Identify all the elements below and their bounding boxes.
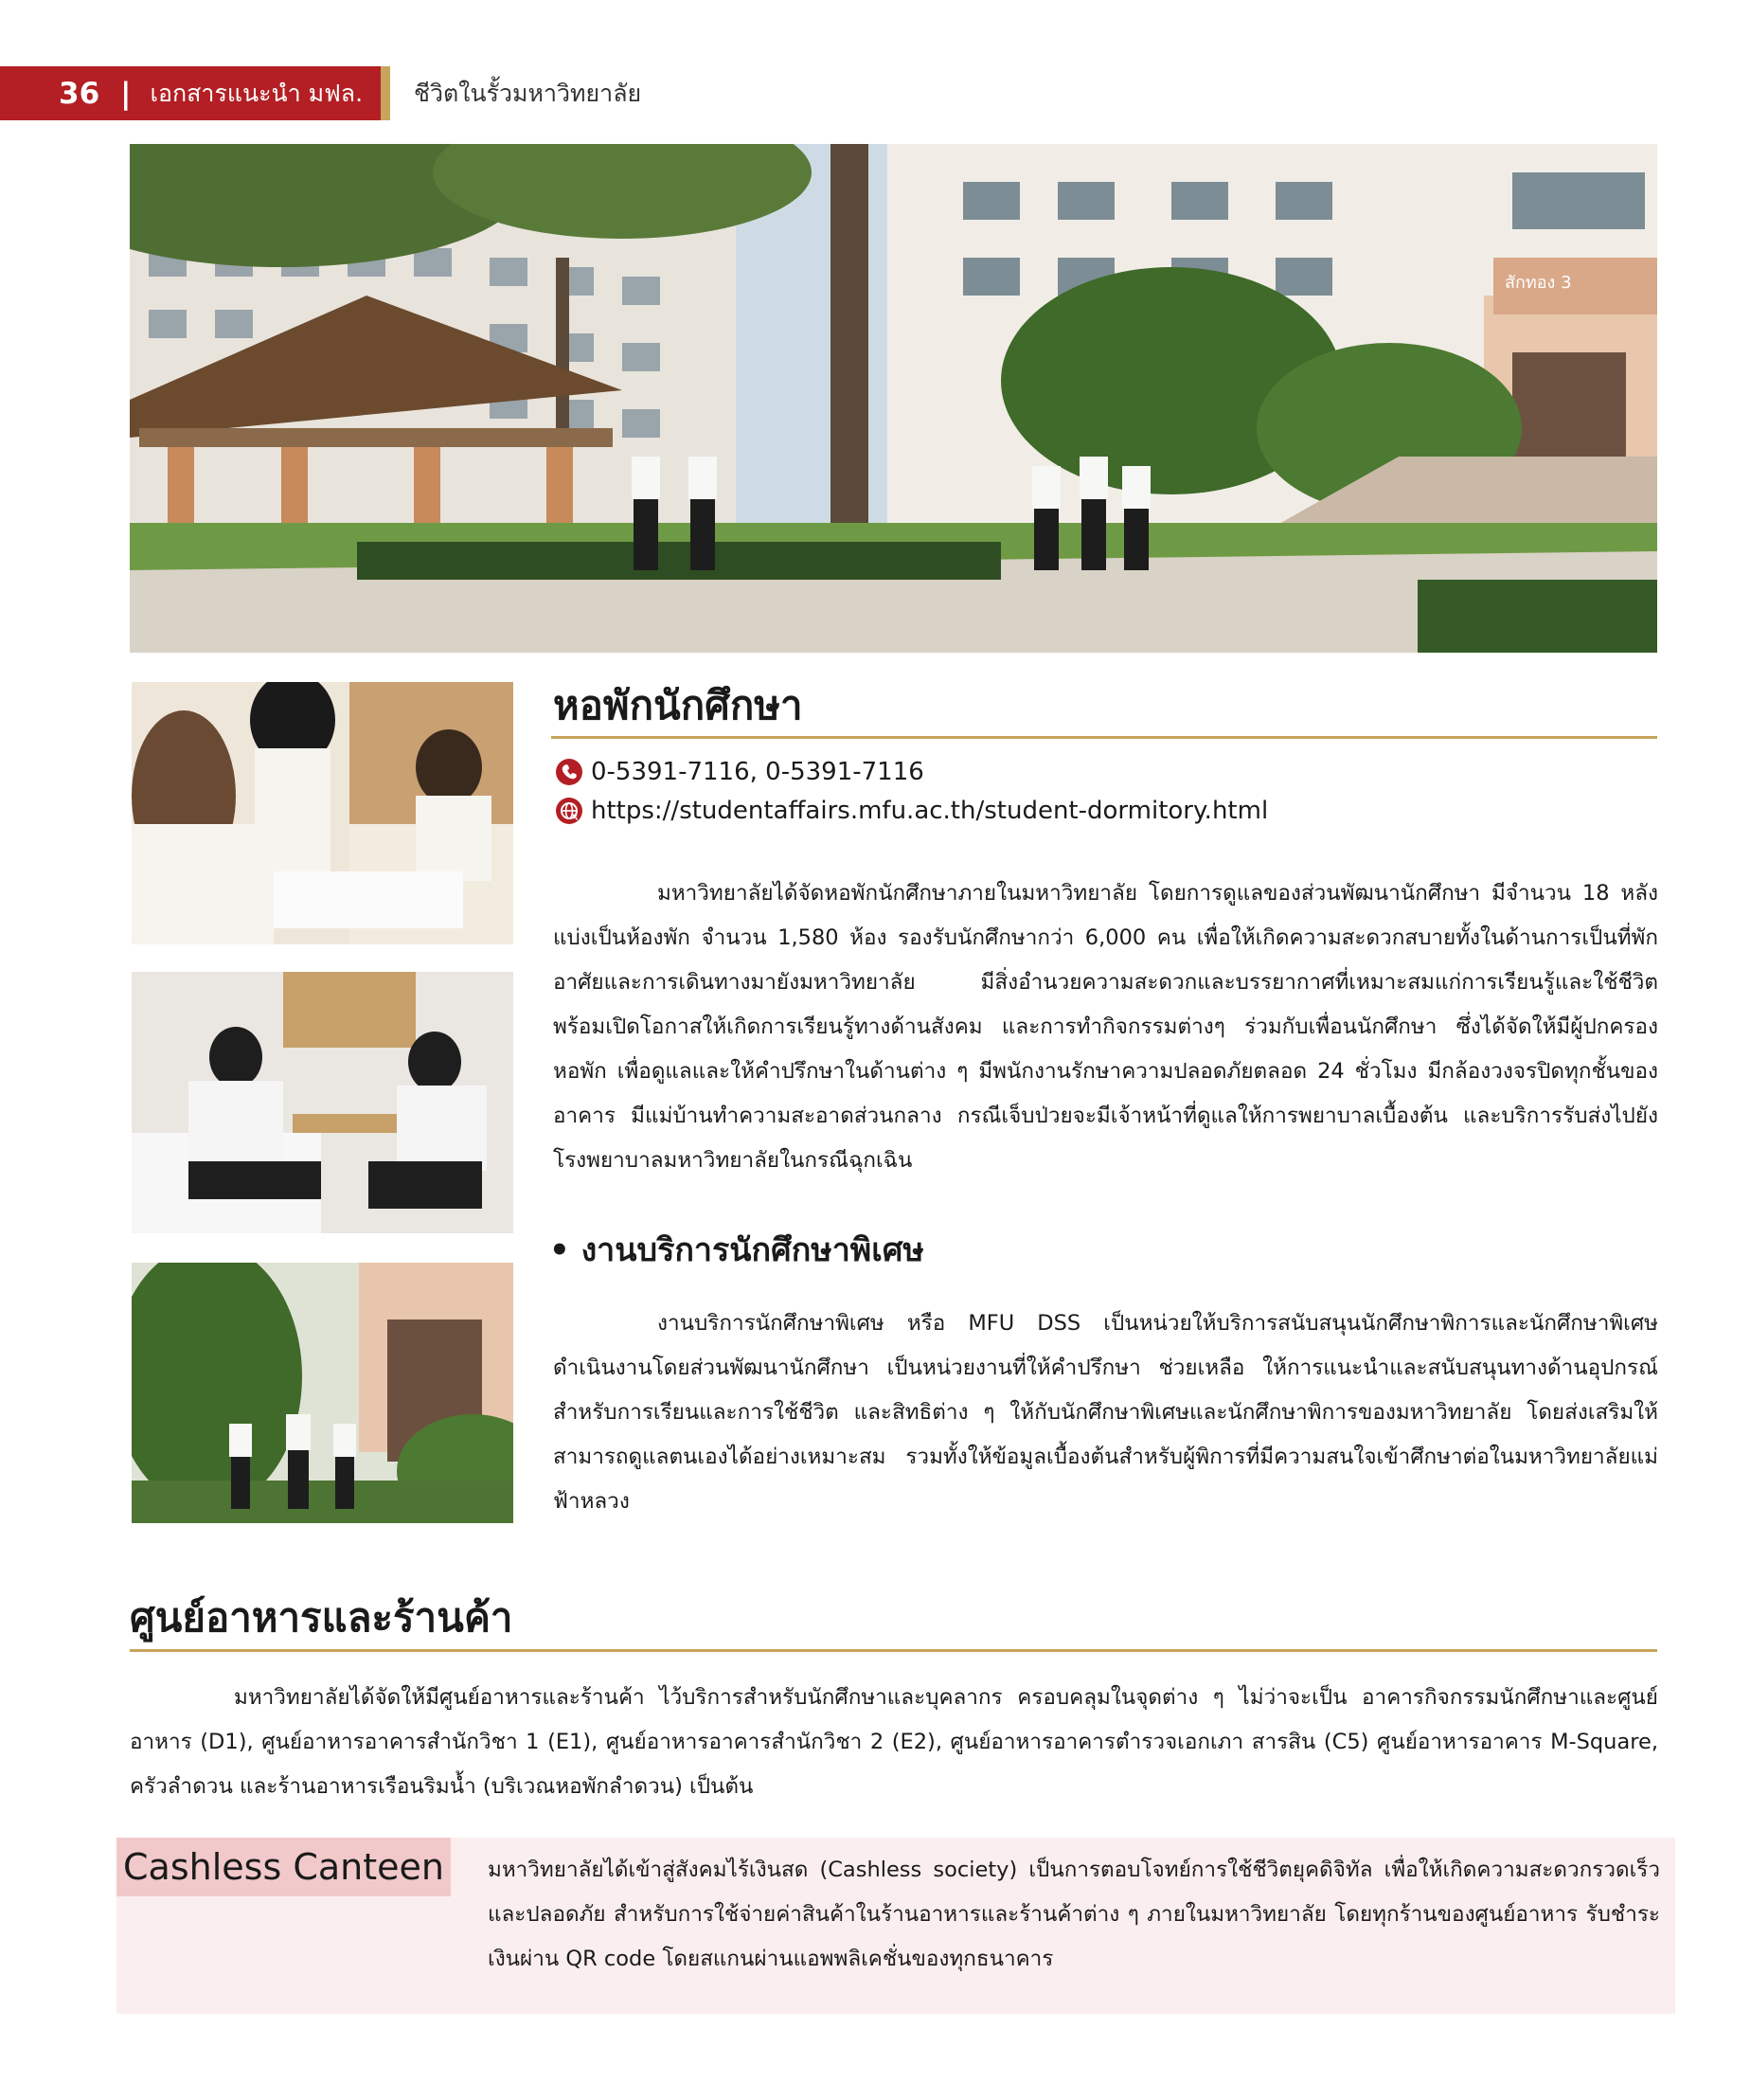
food-heading-rule xyxy=(130,1649,1657,1652)
website-row xyxy=(555,797,1268,825)
food-paragraph: มหาวิทยาลัยได้จัดให้มีศูนย์อาหารและร้านค้า ไว้บริการสำหรับนักศึกษาและบุคลากร ครอบคลุมในจุดต่าง ๆ ไม่ว่าจะเป็น อาคารกิจกรรมนักศึกษาและศูนย์อาหาร (D1), ศูนย์อาหารอาคารสำนักวิชา 1 (E1), ศูนย์อาหารอาคารสำนักวิชา 2 (E2), ศูนย์อาหารอาคารตำรวจเอกเภา สารสิน (C5) ศูนย์อาหารอาคาร M-Square, ครัวลำดวน และร้านอาหารเรือนริมน้ำ (บริเวณหอพักลำดวน) เป็นต้น xyxy=(130,1685,1658,1799)
food-heading: ศูนย์อาหารและร้านค้า xyxy=(130,1594,513,1641)
phone-number: 0-5391-7116, 0-5391-7116 xyxy=(591,758,924,786)
phone-icon xyxy=(555,758,583,786)
special-services-paragraph: งานบริการนักศึกษาพิเศษ หรือ MFU DSS เป็นหน่วยให้บริการสนับสนุนนักศึกษาพิการและนักศึกษาพิเศษ ดำเนินงานโดยส่วนพัฒนานักศึกษา เป็นหน่วยงานที่ให้คำปรึกษา ช่วยเหลือ ให้การแนะนำและสนับสนุนทางด้านอุปกรณ์สำหรับการเรียนและการใช้ชีวิต และสิทธิต่าง ๆ ให้กับนักศึกษาพิเศษและนักศึกษาพิการของมหาวิทยาลัย โดยส่งเสริมให้สามารถดูแลตนเองได้อย่างเหมาะสม รวมทั้งให้ข้อมูลเบื้องต้นสำหรับผู้พิการที่มีความสนใจเข้าศึกษาต่อในมหาวิทยาลัยแม่ฟ้าหลวง xyxy=(553,1311,1658,1514)
website-link[interactable]: https://studentaffairs.mfu.ac.th/student-dormitory.html xyxy=(591,797,1269,825)
globe-icon xyxy=(555,797,583,825)
page-header xyxy=(0,66,1750,120)
dormitory-entrance-photo xyxy=(132,1263,513,1523)
dormitory-heading: หอพักนักศึกษา xyxy=(553,682,803,728)
header-separator: | xyxy=(120,76,132,111)
page-number: 36 xyxy=(59,76,100,111)
cashless-paragraph: มหาวิทยาลัยได้เข้าสู่สังคมไร้เงินสด (Cashless society) เป็นการตอบโจทย์การใช้ชีวิตยุคดิจิทัล เพื่อให้เกิดความสะดวกรวดเร็ว และปลอดภัย สำหรับการใช้จ่ายค่าสินค้าในร้านอาหารและร้านค้าต่าง ๆ ภายในมหาวิทยาลัย โดยทุกร้านของศูนย์อาหาร รับชำระเงินผ่าน QR code โดยสแกนผ่านแอพพลิเคชั่นของทุกธนาคาร xyxy=(488,1858,1660,1971)
document-title: เอกสารแนะนำ มฟล. xyxy=(150,79,364,107)
dormitory-heading-rule xyxy=(551,736,1657,739)
header-gold-accent xyxy=(381,66,390,120)
students-in-room-photo xyxy=(132,972,513,1233)
section-title: ชีวิตในรั้วมหาวิทยาลัย xyxy=(414,80,642,107)
phone-row xyxy=(555,758,924,786)
dormitory-paragraph: มหาวิทยาลัยได้จัดหอพักนักศึกษาภายในมหาวิทยาลัย โดยการดูแลของส่วนพัฒนานักศึกษา มีจำนวน 18 หลัง แบ่งเป็นห้องพัก จำนวน 1,580 ห้อง รองรับนักศึกษากว่า 6,000 คน เพื่อให้เกิดความสะดวกสบายทั้งในด้านการเป็นที่พักอาศัยและการเดินทางมายังมหาวิทยาลัย มีสิ่งอำนวยความสะดวกและบรรยากาศที่เหมาะสมแก่การเรียนรู้และใช้ชีวิต พร้อมเปิดโอกาสให้เกิดการเรียนรู้ทางด้านสังคม และการทำกิจกรรมต่างๆ ร่วมกับเพื่อนนักศึกษา ซึ่งได้จัดให้มีผู้ปกครองหอพัก เพื่อดูแลและให้คำปรึกษาในด้านต่าง ๆ มีพนักงานรักษาความปลอดภัยตลอด 24 ชั่วโมง มีกล้องวงจรปิดทุกชั้นของอาคาร มีแม่บ้านทำความสะอาดส่วนกลาง กรณีเจ็บป่วยจะมีเจ้าหน้าที่ดูแลให้การพยาบาลเบื้องต้น และบริการรับส่งไปยังโรงพยาบาลมหาวิทยาลัยในกรณีฉุกเฉิน xyxy=(553,881,1658,1173)
header-red-band xyxy=(0,66,381,120)
building-sign-text: สักทอง 3 xyxy=(1505,273,1572,293)
students-studying-photo xyxy=(132,682,513,944)
cashless-tag: Cashless Canteen xyxy=(116,1838,451,1896)
special-services-heading: • งานบริการนักศึกษาพิเศษ xyxy=(549,1231,924,1269)
hero-dormitory-photo xyxy=(130,144,1657,653)
